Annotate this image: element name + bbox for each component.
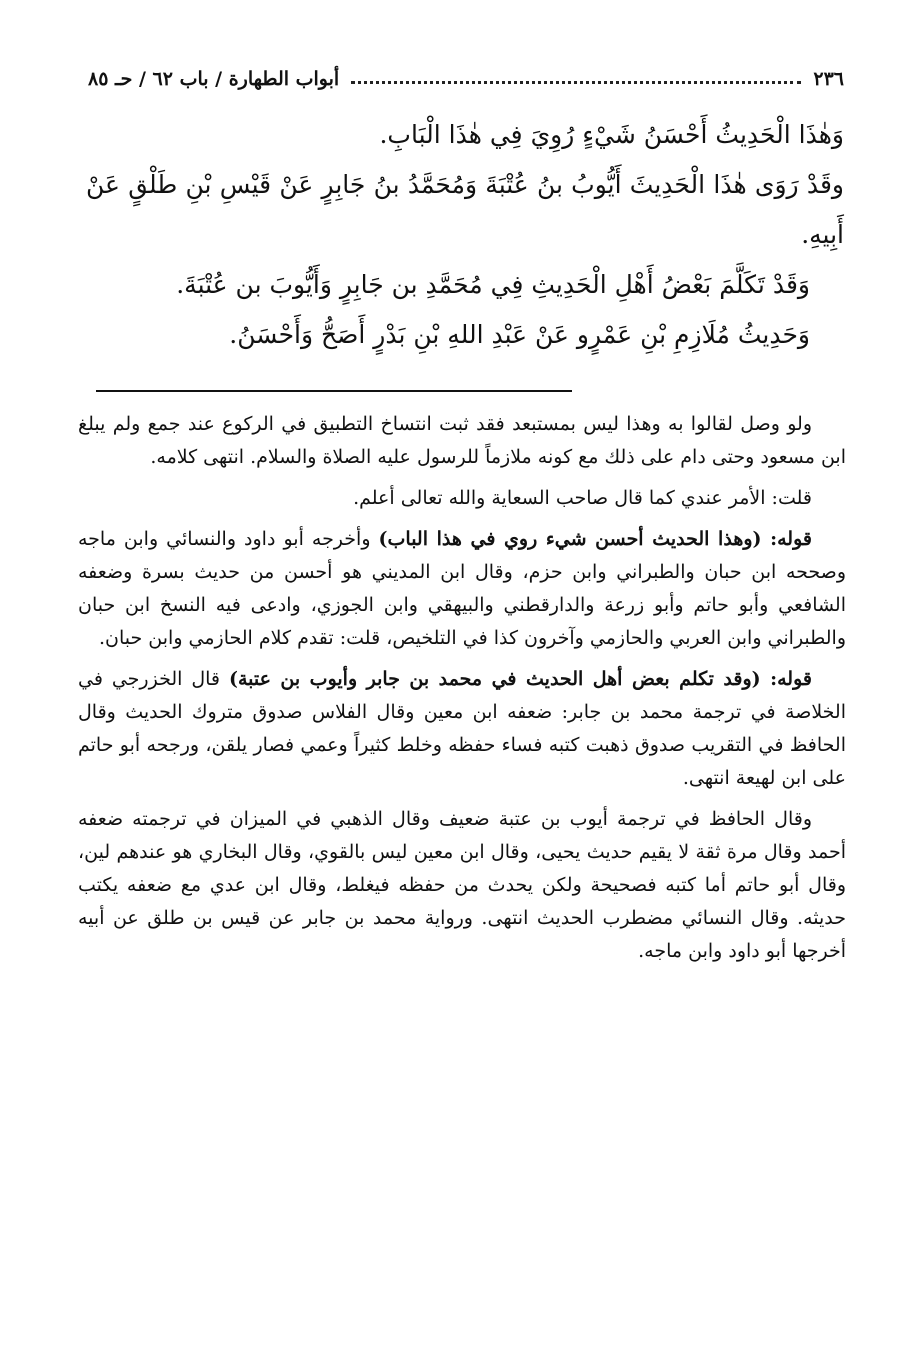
commentary-lead: قوله: (وقد تكلم بعض أهل الحديث في محمد بن جابر وأيوب بن عتبة): [228, 668, 812, 690]
commentary-text: وأخرجه أبو داود والنسائي وابن ماجه وصححه ابن حبان والطبراني وابن حزم، وقال ابن المديني هو أحسن من حديث بسرة وضعفه الشافعي وأبو حاتم وأبو زرعة والدارقطني والبيهقي وابن الجوزي، وادعى فيه النسخ ابن حبان والطبراني وابن العربي والحازمي وآخرون كذا في التلخيص، قلت: تقدم كلام الحازمي وابن حبان.: [78, 528, 846, 649]
commentary-text: قلت: الأمر عندي كما قال صاحب السعاية والله تعالى أعلم.: [353, 487, 812, 509]
commentary-paragraph: [78, 803, 846, 968]
commentary-paragraph: [78, 523, 846, 655]
matn-line: وقَدْ رَوَى هٰذَا الْحَدِيثَ أَيُّوبُ بنُ عُتْبَةَ وَمُحَمَّدُ بنُ جَابِرٍ عَنْ قَيْسِ بْنِ طَلْقٍ عَنْ أَبِيهِ.: [86, 170, 844, 249]
commentary-paragraph: [78, 663, 846, 795]
main-text: [86, 110, 844, 360]
matn-line: وَحَدِيثُ مُلَازِمِ بْنِ عَمْرٍو عَنْ عَبْدِ اللهِ بْنِ بَدْرٍ أَصَحُّ وَأَحْسَنُ.: [229, 320, 810, 349]
commentary-lead: قوله: (وهذا الحديث أحسن شيء روي في هذا الباب): [378, 528, 812, 550]
page-number: ٢٣٦: [813, 68, 844, 90]
section-title: أبواب الطهارة / باب ٦٢ / حـ ٨٥: [88, 68, 340, 90]
running-header: [88, 62, 844, 96]
commentary-text: ولو وصل لقالوا به وهذا ليس بمستبعد فقد ثبت انتساخ التطبيق في الركوع عند جمع ولم يبلغ ابن مسعود وحتى دام على ذلك مع كونه ملازماً للرسول عليه الصلاة والسلام. انتهى كلامه.: [78, 413, 846, 468]
footnote-divider: [96, 390, 572, 392]
commentary-text: قال الخزرجي في الخلاصة في ترجمة محمد بن جابر: ضعفه ابن معين وقال الفلاس صدوق متروك الحديث وقال الحافظ في التقريب صدوق ذهبت كتبه فساء حفظه وخلط كثيراً وعمي فصار يلقن، ورجحه أبو حاتم على ابن لهيعة انتهى.: [78, 668, 846, 789]
commentary-paragraph: [78, 408, 846, 474]
commentary-paragraph: [78, 482, 846, 515]
matn-line: وَهٰذَا الْحَدِيثُ أَحْسَنُ شَيْءٍ رُوِيَ فِي هٰذَا الْبَابِ.: [379, 120, 844, 149]
header-dotted-leader: [351, 81, 801, 84]
commentary-text: وقال الحافظ في ترجمة أيوب بن عتبة ضعيف وقال الذهبي في الميزان في ترجمته ضعفه أحمد وقال مرة ثقة لا يقيم حديث يحيى، وقال ابن معين ليس بالقوي، وقال البخاري هو عندهم لين، وقال أبو حاتم أما كتبه فصحيحة ولكن يحدث من حفظه فيغلط، وقال ابن عدي مع ضعفه يكتب حديثه. وقال النسائي مضطرب الحديث انتهى. ورواية محمد بن جابر عن قيس بن طلق عن أبيه أخرجها أبو داود وابن ماجه.: [78, 808, 846, 962]
commentary: [78, 408, 846, 976]
matn-line: وَقَدْ تَكَلَّمَ بَعْضُ أَهْلِ الْحَدِيثِ فِي مُحَمَّدِ بن جَابِرٍ وَأَيُّوبَ بن عُتْبَةَ.: [176, 270, 810, 299]
